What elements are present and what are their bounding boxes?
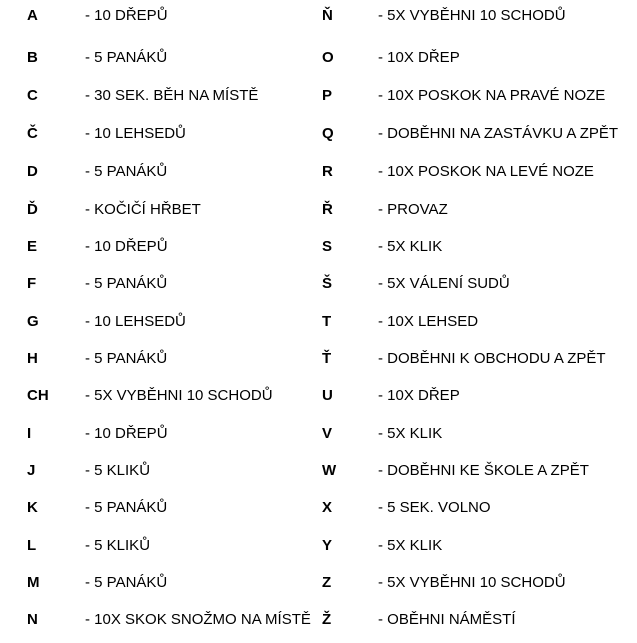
letter-label: D xyxy=(27,163,38,180)
letter-label: E xyxy=(27,238,38,255)
exercise-text: - 10X SKOK SNOŽMO NA MÍSTĚ xyxy=(85,611,311,628)
exercise-text: - 5 KLIKŮ xyxy=(85,462,151,479)
table-row xyxy=(0,84,637,108)
exercise-text: - 30 SEK. BĚH NA MÍSTĚ xyxy=(85,87,259,104)
table-row xyxy=(0,122,637,146)
exercise-text: - 10 DŘEPŮ xyxy=(85,425,168,442)
letter-label: Ž xyxy=(322,611,332,628)
letter-label: N xyxy=(27,611,38,628)
exercise-text: - 5 PANÁKŮ xyxy=(85,499,168,516)
letter-label: U xyxy=(322,387,333,404)
exercise-text: - 10X POSKOK NA LEVÉ NOZE xyxy=(378,163,594,180)
exercise-text: - 10 LEHSEDŮ xyxy=(85,313,186,330)
exercise-text: - DOBĚHNI KE ŠKOLE A ZPĚT xyxy=(378,462,589,479)
table-row xyxy=(0,496,637,520)
letter-label: H xyxy=(27,350,38,367)
letter-label: Ř xyxy=(322,201,333,218)
letter-label: X xyxy=(322,499,333,516)
exercise-text: - 10X POSKOK NA PRAVÉ NOZE xyxy=(378,87,606,104)
letter-label: B xyxy=(27,49,38,66)
exercise-text: - 5X KLIK xyxy=(378,238,443,255)
letter-label: L xyxy=(27,537,37,554)
exercise-text: - 10X DŘEP xyxy=(378,387,460,404)
letter-label: CH xyxy=(27,387,49,404)
letter-label: Ť xyxy=(322,350,332,367)
table-row xyxy=(0,534,637,558)
exercise-text: - 5 PANÁKŮ xyxy=(85,163,168,180)
letter-label: O xyxy=(322,49,334,66)
exercise-text: - 10 DŘEPŮ xyxy=(85,7,168,24)
letter-label: V xyxy=(322,425,333,442)
exercise-text: - DOBĚHNI K OBCHODU A ZPĚT xyxy=(378,350,606,367)
letter-label: F xyxy=(27,275,37,292)
letter-label: Y xyxy=(322,537,333,554)
letter-label: S xyxy=(322,238,333,255)
exercise-text: - 5 PANÁKŮ xyxy=(85,49,168,66)
exercise-text: - DOBĚHNI NA ZASTÁVKU A ZPĚT xyxy=(378,125,619,142)
table-row xyxy=(0,4,637,28)
exercise-text: - 10X LEHSED xyxy=(378,313,479,330)
table-row xyxy=(0,160,637,184)
table-row xyxy=(0,198,637,222)
letter-label: A xyxy=(27,7,38,24)
exercise-text: - 5 PANÁKŮ xyxy=(85,350,168,367)
letter-label: P xyxy=(322,87,333,104)
exercise-text: - 5X KLIK xyxy=(378,425,443,442)
letter-label: C xyxy=(27,87,38,104)
letter-label: Z xyxy=(322,574,332,591)
exercise-text: - OBĚHNI NÁMĚSTÍ xyxy=(378,611,516,628)
table-row xyxy=(0,347,637,371)
letter-label: I xyxy=(27,425,32,442)
table-row xyxy=(0,46,637,70)
exercise-text: - 5X KLIK xyxy=(378,537,443,554)
table-row xyxy=(0,422,637,446)
exercise-text: - 5X VÁLENÍ SUDŮ xyxy=(378,275,510,292)
letter-label: W xyxy=(322,462,337,479)
exercise-text: - 10 DŘEPŮ xyxy=(85,238,168,255)
letter-label: Ň xyxy=(322,7,333,24)
table-row xyxy=(0,310,637,334)
table-row xyxy=(0,272,637,296)
letter-label: Š xyxy=(322,275,333,292)
exercise-text: - 10X DŘEP xyxy=(378,49,460,66)
exercise-text: - 5 PANÁKŮ xyxy=(85,574,168,591)
exercise-text: - KOČIČÍ HŘBET xyxy=(85,201,201,218)
table-row xyxy=(0,235,637,259)
letter-label: M xyxy=(27,574,40,591)
exercise-text: - 5 PANÁKŮ xyxy=(85,275,168,292)
exercise-text: - 10 LEHSEDŮ xyxy=(85,125,186,142)
exercise-text: - 5X VYBĚHNI 10 SCHODŮ xyxy=(378,574,566,591)
letter-label: T xyxy=(322,313,332,330)
exercise-text: - 5 KLIKŮ xyxy=(85,537,151,554)
exercise-text: - 5 SEK. VOLNO xyxy=(378,499,491,516)
letter-label: Č xyxy=(27,125,38,142)
table-row xyxy=(0,459,637,483)
letter-label: G xyxy=(27,313,39,330)
exercise-text: - 5X VYBĚHNI 10 SCHODŮ xyxy=(378,7,566,24)
letter-label: Ď xyxy=(27,201,38,218)
exercise-text: - PROVAZ xyxy=(378,201,448,218)
letter-label: Q xyxy=(322,125,334,142)
table-row xyxy=(0,571,637,595)
letter-label: R xyxy=(322,163,333,180)
letter-label: K xyxy=(27,499,38,516)
table-row xyxy=(0,384,637,408)
letter-label: J xyxy=(27,462,36,479)
exercise-text: - 5X VYBĚHNI 10 SCHODŮ xyxy=(85,387,273,404)
table-row xyxy=(0,608,637,632)
